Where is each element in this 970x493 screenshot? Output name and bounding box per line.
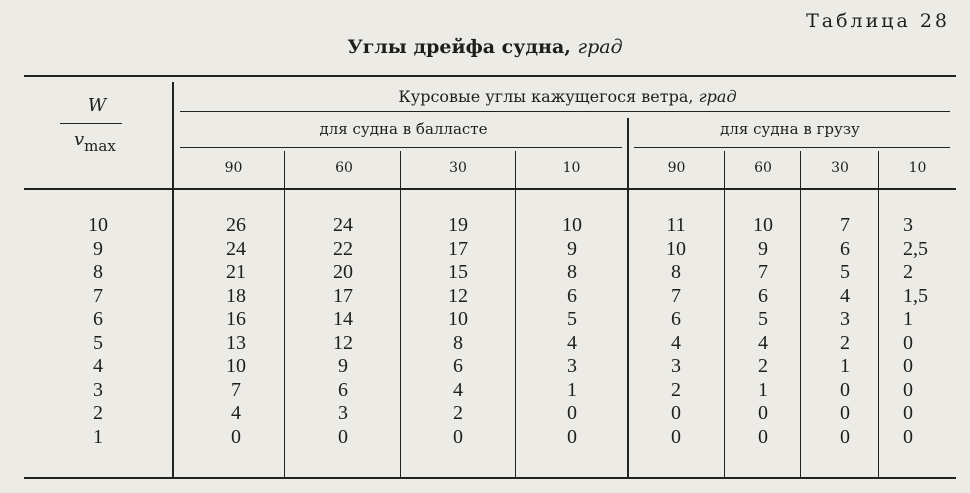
table-cell: 7 <box>840 214 850 236</box>
table-cell: 0 <box>567 425 577 448</box>
table-cell: 0 <box>758 425 768 448</box>
table-cell: 5 <box>567 308 577 330</box>
table-cell: 12 <box>448 284 468 307</box>
table-cell: 2 <box>903 261 913 283</box>
table-cell: 2 <box>671 378 681 401</box>
table-cell: 0 <box>840 402 850 424</box>
angle-header: 30 <box>449 160 467 176</box>
table-cell: 0 <box>671 402 681 424</box>
title-text: Углы дрейфа судна, <box>347 36 571 58</box>
table-cell: 16 <box>226 308 246 330</box>
table-cell: 1 <box>903 308 913 330</box>
table-cell: 8 <box>567 261 577 283</box>
table-cell: 0 <box>840 378 850 401</box>
table-cell: 10 <box>226 355 246 377</box>
subgroup-rule-ballast <box>180 147 622 148</box>
table-cell: 4 <box>453 378 463 401</box>
fraction-bar <box>60 123 122 124</box>
table-cell: 20 <box>333 261 353 283</box>
table-cell: 24 <box>333 214 353 236</box>
row-key: 4 <box>93 355 103 377</box>
table-cell: 24 <box>226 237 246 260</box>
row-key: 5 <box>93 331 103 354</box>
table-cell: 8 <box>453 331 463 354</box>
table-cell: 3 <box>338 402 348 424</box>
table-cell: 0 <box>903 378 913 401</box>
title-unit: град <box>577 36 623 58</box>
bottom-rule <box>24 477 956 479</box>
angle-header: 10 <box>908 160 927 176</box>
table-cell: 7 <box>231 378 241 401</box>
table-cell: 5 <box>840 261 850 283</box>
table-cell: 22 <box>333 237 353 260</box>
table-cell: 3 <box>840 308 850 330</box>
table-cell: 0 <box>903 425 913 448</box>
table-cell: 9 <box>338 355 348 377</box>
angle-header: 60 <box>754 160 772 176</box>
table-cell: 19 <box>448 214 468 236</box>
table-cell: 7 <box>671 284 681 307</box>
table-cell: 3 <box>567 355 577 377</box>
group-rule <box>180 111 950 112</box>
table-cell: 3 <box>671 355 681 377</box>
angle-header: 30 <box>831 160 849 176</box>
header-rule <box>24 188 956 190</box>
angle-header: 90 <box>667 160 686 176</box>
table-cell: 2,5 <box>903 237 928 260</box>
row-key: 1 <box>93 425 103 448</box>
table-cell: 21 <box>226 261 246 283</box>
group-header: Курсовые углы кажущегося ветра, град <box>398 87 737 106</box>
table-cell: 2 <box>840 331 850 354</box>
angle-header: 10 <box>562 160 581 176</box>
column-divider <box>627 118 629 477</box>
column-divider <box>724 151 725 477</box>
ballast-header: для судна в балласте <box>319 120 488 138</box>
row-key: 7 <box>93 284 103 307</box>
column-divider <box>800 151 801 477</box>
table-cell: 5 <box>758 308 768 330</box>
column-divider <box>284 151 285 477</box>
table-cell: 3 <box>903 214 913 236</box>
row-key: 2 <box>93 402 103 424</box>
table-cell: 2 <box>758 355 768 377</box>
table-cell: 15 <box>448 261 468 283</box>
table-cell: 4 <box>567 331 577 354</box>
row-header-numerator: W <box>87 95 107 116</box>
row-key: 9 <box>93 237 103 260</box>
table-cell: 6 <box>338 378 348 401</box>
stub-divider <box>172 82 174 477</box>
table-cell: 0 <box>758 402 768 424</box>
table-cell: 10 <box>562 214 582 236</box>
table-cell: 12 <box>333 331 353 354</box>
column-divider <box>400 151 401 477</box>
table-cell: 0 <box>671 425 681 448</box>
table-cell: 0 <box>453 425 463 448</box>
row-header-denominator: $v_{max}$ <box>74 129 116 155</box>
table-cell: 1 <box>567 378 577 401</box>
top-rule <box>24 75 956 77</box>
table-cell: 4 <box>231 402 241 424</box>
column-divider <box>878 151 879 477</box>
table-cell: 17 <box>448 237 468 260</box>
angle-header: 90 <box>224 160 243 176</box>
table-cell: 18 <box>226 284 246 307</box>
table-cell: 9 <box>567 237 577 260</box>
table-cell: 4 <box>671 331 681 354</box>
table-cell: 13 <box>226 331 246 354</box>
table-cell: 10 <box>448 308 468 330</box>
angle-header: 60 <box>335 160 353 176</box>
table-cell: 0 <box>231 425 241 448</box>
table-cell: 9 <box>758 237 768 260</box>
table-cell: 11 <box>666 214 686 236</box>
table-cell: 6 <box>453 355 463 377</box>
table-cell: 6 <box>840 237 850 260</box>
table-cell: 0 <box>903 355 913 377</box>
table-cell: 0 <box>903 402 913 424</box>
table-cell: 4 <box>758 331 768 354</box>
table-cell: 14 <box>333 308 353 330</box>
row-key: 3 <box>93 378 103 401</box>
column-divider <box>515 151 516 477</box>
table-cell: 7 <box>758 261 768 283</box>
table-number: Таблица 28 <box>806 10 950 32</box>
table-cell: 26 <box>226 214 246 236</box>
row-header <box>60 95 140 165</box>
cargo-header: для судна в грузу <box>720 120 860 138</box>
table-cell: 1 <box>840 355 850 377</box>
table-cell: 0 <box>903 331 913 354</box>
table-cell: 17 <box>333 284 353 307</box>
table-cell: 4 <box>840 284 850 307</box>
table-cell: 0 <box>567 402 577 424</box>
table-cell: 2 <box>453 402 463 424</box>
table-cell: 1 <box>758 378 768 401</box>
row-key: 10 <box>88 214 108 236</box>
table-cell: 0 <box>338 425 348 448</box>
table-title <box>0 36 970 58</box>
row-key: 8 <box>93 261 103 283</box>
table-cell: 6 <box>671 308 681 330</box>
table-cell: 6 <box>758 284 768 307</box>
table-cell: 6 <box>567 284 577 307</box>
table-cell: 1,5 <box>903 284 928 307</box>
table-cell: 10 <box>666 237 686 260</box>
subgroup-rule-cargo <box>634 147 950 148</box>
table-cell: 8 <box>671 261 681 283</box>
table-cell: 10 <box>753 214 773 236</box>
table-cell: 0 <box>840 425 850 448</box>
row-key: 6 <box>93 308 103 330</box>
